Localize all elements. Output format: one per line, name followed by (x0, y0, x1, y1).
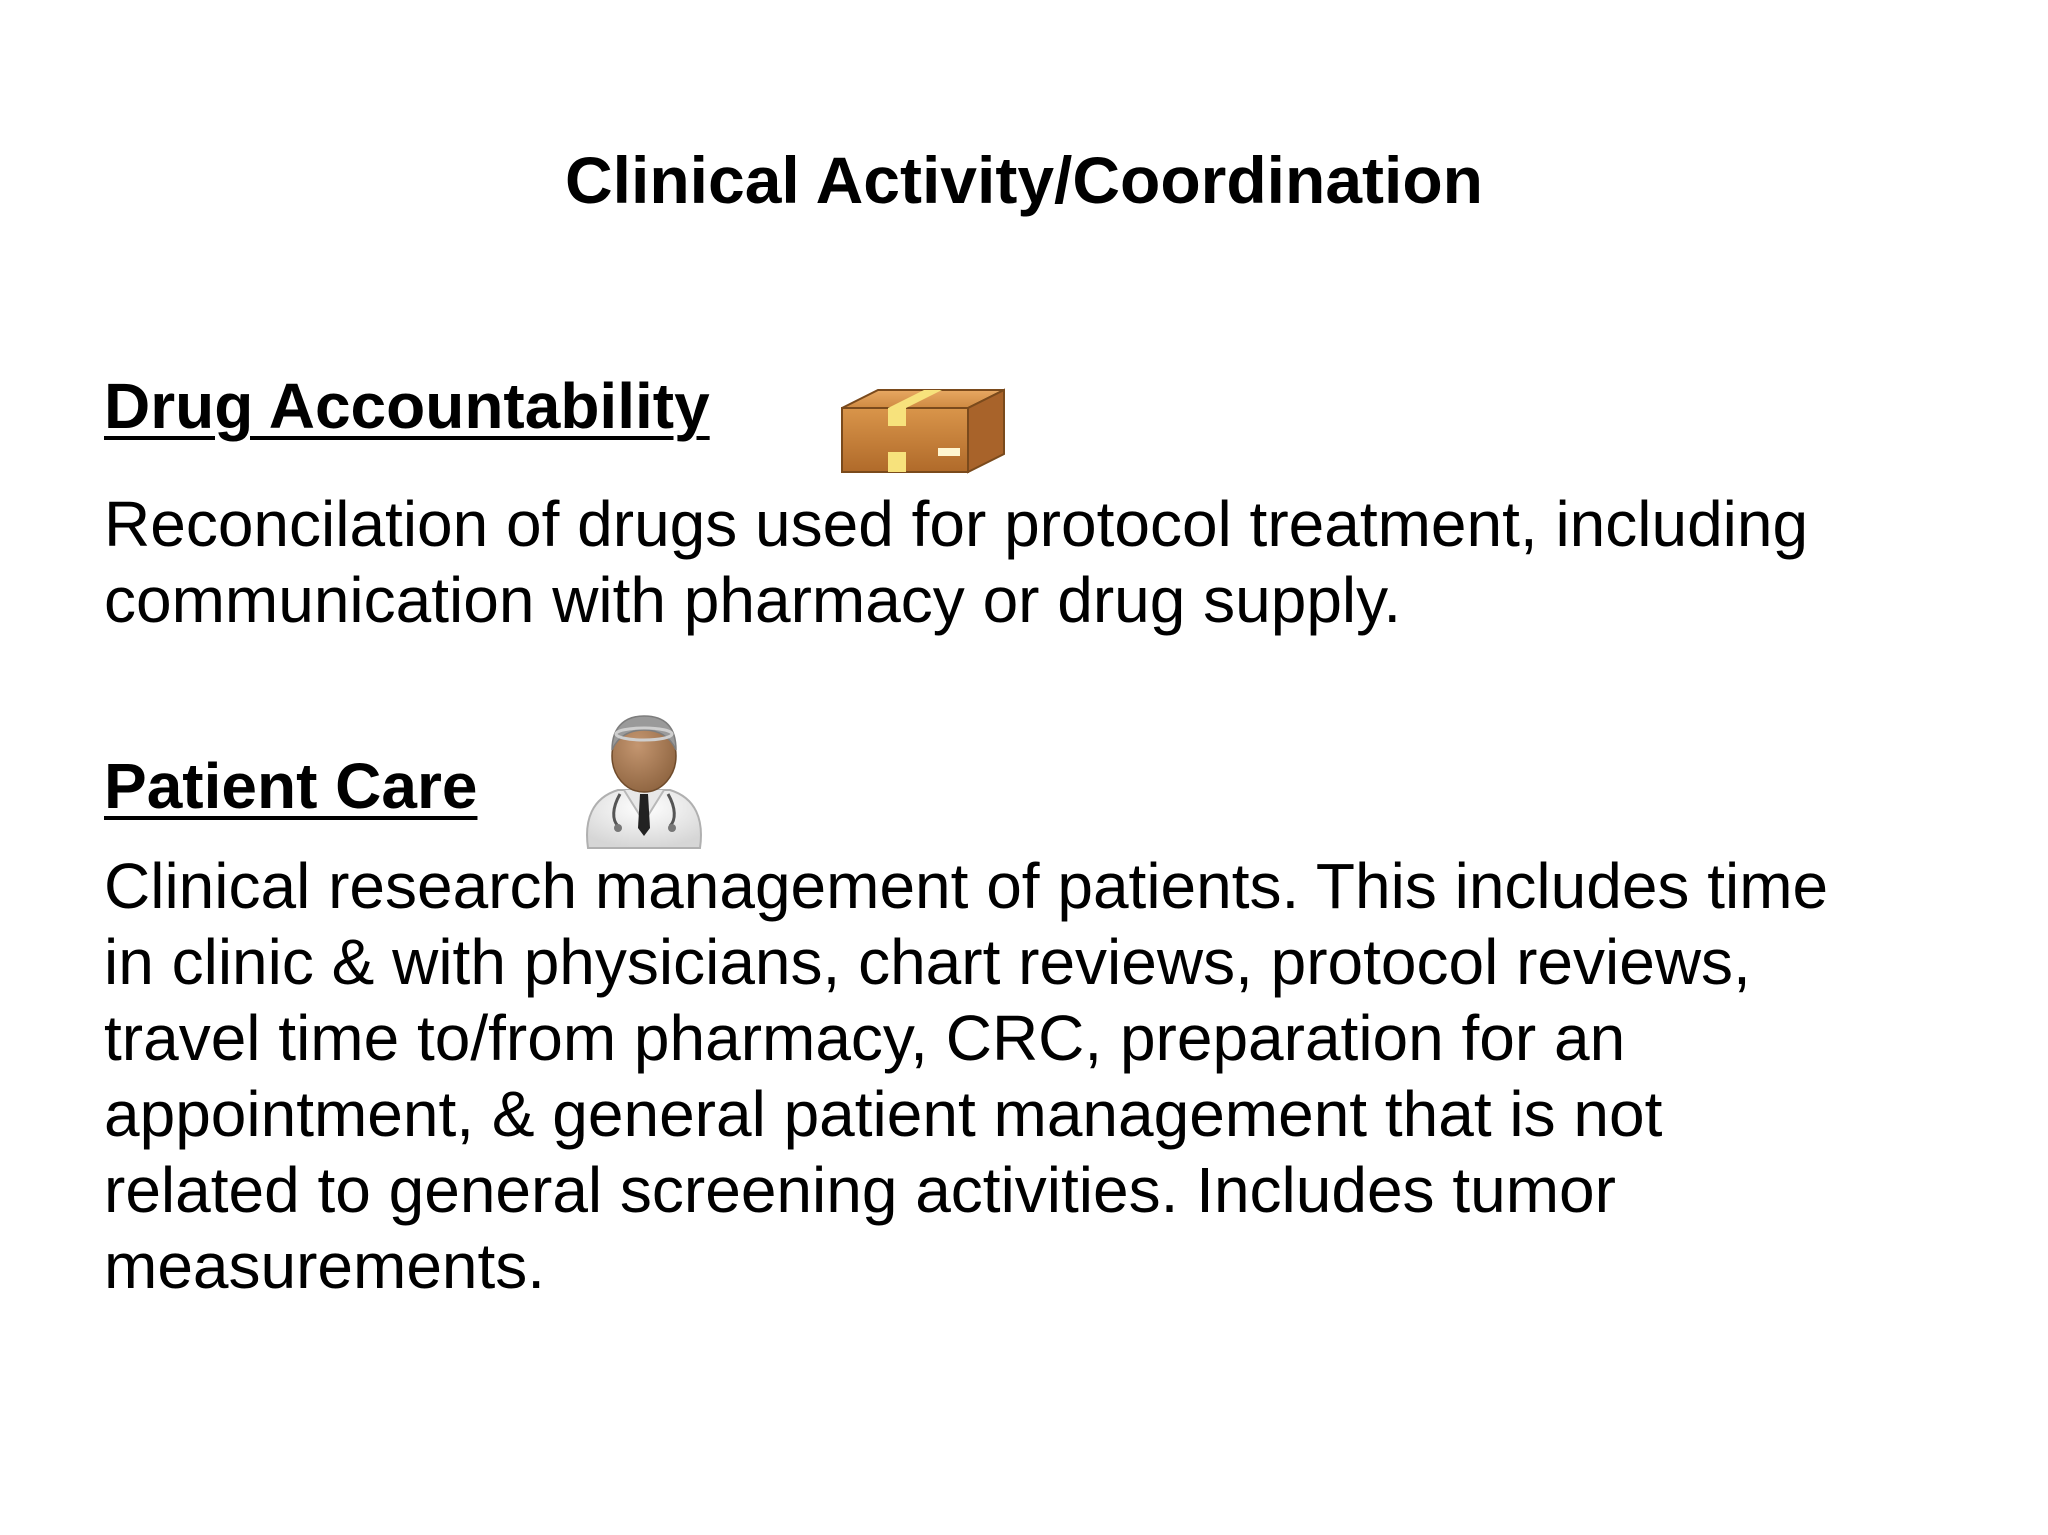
section-heading-patient-care: Patient Care (104, 750, 478, 822)
section-heading-drug-accountability: Drug Accountability (104, 370, 710, 442)
doctor-icon (578, 710, 710, 850)
section-body-patient-care (104, 848, 1984, 1304)
body-line: in clinic & with physicians, chart reviews, protocol reviews, (104, 926, 1751, 998)
body-line: measurements. (104, 1230, 546, 1302)
slide-title: Clinical Activity/Coordination (565, 143, 1483, 217)
body-line: communication with pharmacy or drug supply. (104, 564, 1402, 636)
section-body-drug-accountability (104, 486, 1984, 638)
body-line: related to general screening activities. Includes tumor (104, 1154, 1616, 1226)
body-line: Reconcilation of drugs used for protocol treatment, including (104, 488, 1809, 560)
body-line: appointment, & general patient management that is not (104, 1078, 1663, 1150)
package-box-icon (838, 386, 1008, 476)
body-line: travel time to/from pharmacy, CRC, preparation for an (104, 1002, 1626, 1074)
body-line: Clinical research management of patients. This includes time (104, 850, 1829, 922)
